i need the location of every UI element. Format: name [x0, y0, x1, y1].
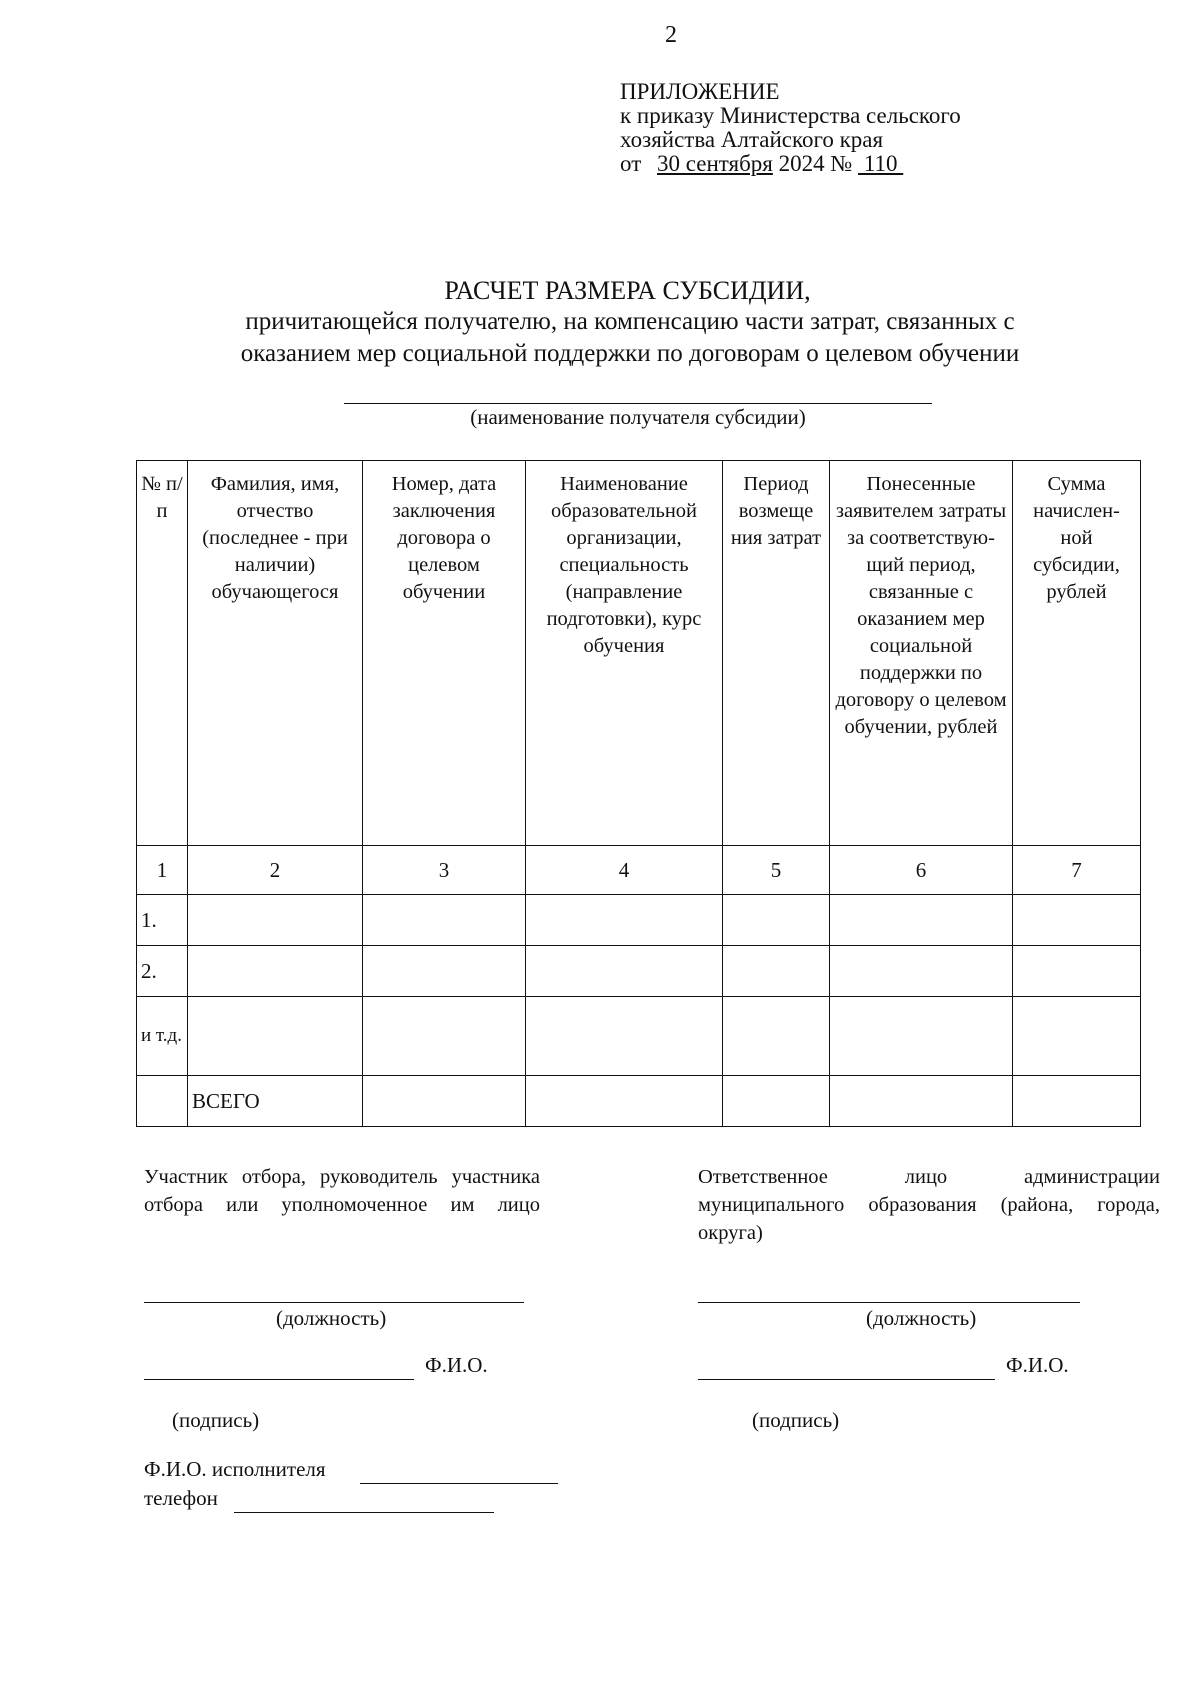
recipient-caption: (наименование получателя субсидии) — [470, 405, 806, 429]
table-cell — [363, 895, 526, 946]
total-label: ВСЕГО — [188, 1076, 363, 1127]
table-cell — [363, 946, 526, 997]
document-title: РАСЧЕТ РАЗМЕРА СУБСИДИИ, — [444, 276, 811, 305]
table-cell — [1013, 895, 1141, 946]
table-cell — [830, 997, 1013, 1076]
header-cell: Фамилия, имя, отчество (последнее - при наличии) обучающегося — [188, 461, 363, 846]
row-number: 2. — [137, 946, 188, 997]
order-number: 110 — [858, 151, 904, 176]
participant-signature-line — [144, 1379, 414, 1380]
appendix-heading: ПРИЛОЖЕНИЕ — [620, 79, 780, 104]
column-number: 7 — [1013, 846, 1141, 895]
row-number: и т.д. — [137, 997, 188, 1076]
table-row — [137, 946, 1141, 997]
phone-line — [234, 1512, 494, 1513]
official-position-line — [698, 1302, 1080, 1303]
column-number-row — [137, 846, 1141, 895]
participant-position-line — [144, 1302, 524, 1303]
column-number: 4 — [526, 846, 723, 895]
official-signature-caption: (подпись) — [752, 1408, 840, 1432]
subtitle-line-1: причитающейся получателю, на компенсацию части затрат, связанных с — [245, 308, 1015, 335]
table-cell — [526, 1076, 723, 1127]
executor-line — [360, 1483, 558, 1484]
table-header-row — [137, 461, 1141, 846]
table-cell — [723, 997, 830, 1076]
document-subtitle — [0, 306, 1200, 370]
header-cell: Период возмеще ния затрат — [723, 461, 830, 846]
column-number: 5 — [723, 846, 830, 895]
table-cell — [723, 1076, 830, 1127]
table-cell — [363, 997, 526, 1076]
table-cell — [830, 895, 1013, 946]
table-cell — [137, 1076, 188, 1127]
header-cell: № п/п — [137, 461, 188, 846]
subtitle-line-2: оказанием мер социальной поддержки по договорам о целевом обучении — [240, 340, 1020, 367]
official-fio-label: Ф.И.О. — [1006, 1353, 1069, 1377]
header-cell: Сумма начислен- ной субсидии, рублей — [1013, 461, 1141, 846]
subsidy-calculation-table — [136, 460, 1141, 1127]
table-cell — [830, 946, 1013, 997]
participant-signatory-title: Участник отбора, руководитель участника отбора или уполномоченное им лицо — [144, 1166, 540, 1216]
table-cell — [363, 1076, 526, 1127]
participant-signature-caption: (подпись) — [172, 1408, 260, 1432]
phone-label: телефон — [144, 1486, 218, 1510]
column-number: 1 — [137, 846, 188, 895]
official-signature-line — [698, 1379, 995, 1380]
table-cell — [830, 1076, 1013, 1127]
row-number: 1. — [137, 895, 188, 946]
table-cell — [1013, 1076, 1141, 1127]
header-cell: Номер, дата заключения договора о целевом обучении — [363, 461, 526, 846]
table-row — [137, 895, 1141, 946]
appendix-block — [620, 80, 961, 176]
header-cell: Наименование образовательной организации, специальность (направление подготовки), курс обучения — [526, 461, 723, 846]
recipient-name-line — [344, 403, 932, 404]
order-date: 30 сентября — [657, 151, 773, 176]
table-cell — [723, 895, 830, 946]
appendix-line-2: хозяйства Алтайского края — [620, 127, 884, 152]
date-prefix: от — [620, 151, 647, 176]
table-cell — [188, 895, 363, 946]
table-cell — [1013, 946, 1141, 997]
official-position-caption: (должность) — [866, 1306, 977, 1330]
table-cell — [723, 946, 830, 997]
column-number: 2 — [188, 846, 363, 895]
appendix-date-line — [620, 152, 961, 176]
table-cell — [188, 946, 363, 997]
participant-position-caption: (должность) — [276, 1306, 387, 1330]
appendix-line-1: к приказу Министерства сельского — [620, 103, 961, 128]
table-cell — [526, 946, 723, 997]
page-number: 2 — [665, 22, 677, 48]
executor-label: Ф.И.О. исполнителя — [144, 1457, 326, 1481]
participant-fio-label: Ф.И.О. — [425, 1353, 488, 1377]
municipal-official-title: Ответственное лицо администрации муниципального образования (района, города, округа) — [698, 1166, 1160, 1244]
column-number: 6 — [830, 846, 1013, 895]
table-cell — [1013, 997, 1141, 1076]
table-cell — [526, 895, 723, 946]
total-row — [137, 1076, 1141, 1127]
table-cell — [526, 997, 723, 1076]
header-cell: Понесенные заявителем затраты за соответствую- щий период, связанные с оказанием мер социальной поддержки по договору о целевом обучении, рублей — [830, 461, 1013, 846]
order-year-number-prefix: 2024 № — [772, 151, 859, 176]
table-row — [137, 997, 1141, 1076]
column-number: 3 — [363, 846, 526, 895]
table-cell — [188, 997, 363, 1076]
